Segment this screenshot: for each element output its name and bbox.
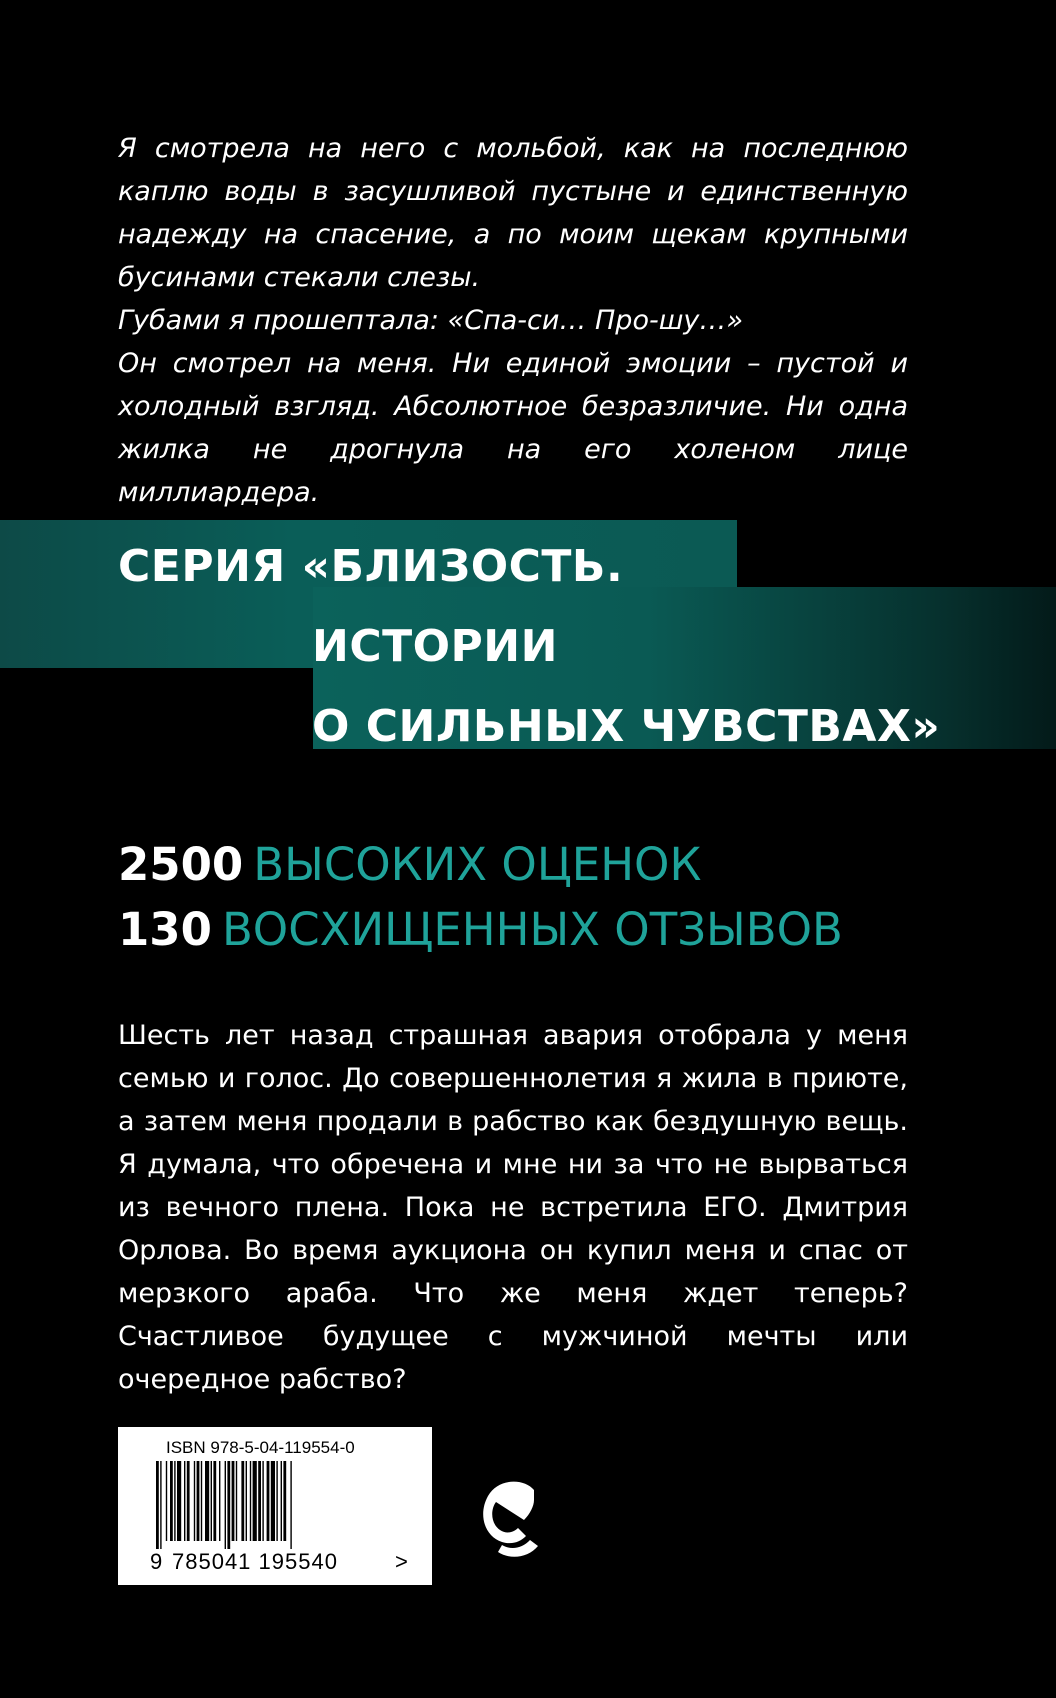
series-title-line-3: О СИЛЬНЫХ ЧУВСТВАХ» — [312, 701, 941, 752]
barcode-bar — [253, 1461, 257, 1541]
barcode-bar — [225, 1461, 226, 1549]
barcode-bars — [156, 1461, 396, 1549]
eksmo-logo-icon — [476, 1470, 548, 1564]
barcode-bar — [205, 1461, 209, 1541]
barcode-bar — [246, 1461, 247, 1541]
barcode-bar — [156, 1461, 159, 1549]
barcode-first-digit: 9 — [150, 1549, 163, 1574]
back-cover-quote — [118, 127, 908, 514]
stat-label: ВОСХИЩЕННЫХ ОТЗЫВОВ — [221, 903, 843, 956]
barcode-end-mark: > — [395, 1549, 408, 1574]
stat-number: 130 — [118, 903, 212, 956]
barcode-panel — [118, 1427, 432, 1585]
stat-label: ВЫСОКИХ ОЦЕНОК — [253, 838, 702, 891]
barcode-bar — [160, 1461, 161, 1549]
stat-reviews — [118, 903, 843, 956]
barcode-bar — [232, 1461, 235, 1541]
barcode-bar — [213, 1461, 216, 1541]
barcode-bar — [271, 1461, 275, 1541]
barcode-bar — [281, 1461, 282, 1541]
barcode-bar — [283, 1461, 286, 1541]
barcode-digits: 785041 195540 — [172, 1549, 338, 1574]
barcode-bar — [241, 1461, 244, 1541]
barcode-bar — [219, 1461, 220, 1541]
barcode-bar — [267, 1461, 270, 1541]
book-description: Шесть лет назад страшная авария отобрала у меня семью и голос. До совершеннолетия я жила в приюте, а затем меня продали в рабство как бездушную вещь. Я думала, что обречена и мне ни за что не вырваться из вечного плена. Пока не встретила ЕГО. Дмитрия Орлова. Во время аукциона он купил меня и спас от мерзкого араба. Что же меня ждет теперь? Счастливое будущее с мужчиной мечты или очередное рабство? — [118, 1020, 908, 1395]
barcode-bar — [170, 1461, 173, 1541]
barcode-bar — [187, 1461, 190, 1541]
barcode-bar — [174, 1461, 175, 1541]
barcode-bar — [177, 1461, 181, 1541]
quote-paragraph: Я смотрела на него с мольбой, как на последнюю каплю воды в засушливой пустыне и единственную надежду на спасение, а по моим щекам крупными бусинами стекали слезы. — [118, 133, 908, 293]
stat-number: 2500 — [118, 838, 244, 891]
quote-paragraph: Он смотрел на меня. Ни единой эмоции – пустой и холодный взгляд. Абсолютное безразличие. Ни одна жилка не дрогнула на его холеном лице миллиардера. — [118, 348, 908, 508]
barcode-bar — [166, 1461, 167, 1541]
barcode-bar — [276, 1461, 277, 1541]
isbn-label: ISBN 978-5-04-119554-0 — [166, 1438, 355, 1457]
barcode-bar — [290, 1461, 291, 1549]
barcode-bar — [201, 1461, 202, 1541]
barcode-bar — [194, 1461, 195, 1541]
barcode-bar — [184, 1461, 185, 1541]
quote-paragraph: Губами я прошептала: «Спа-си… Про-шу…» — [118, 305, 744, 336]
barcode-bar — [197, 1461, 200, 1541]
barcode-bar — [250, 1461, 251, 1541]
series-title-line-1: СЕРИЯ «БЛИЗОСТЬ. — [118, 541, 624, 592]
barcode-bar — [211, 1461, 212, 1541]
barcode-bar — [236, 1461, 237, 1541]
stat-ratings — [118, 838, 702, 891]
barcode-bar — [227, 1461, 230, 1549]
barcode-bar — [262, 1461, 263, 1541]
series-title-line-2: ИСТОРИИ — [312, 621, 558, 672]
barcode-bar — [258, 1461, 261, 1541]
